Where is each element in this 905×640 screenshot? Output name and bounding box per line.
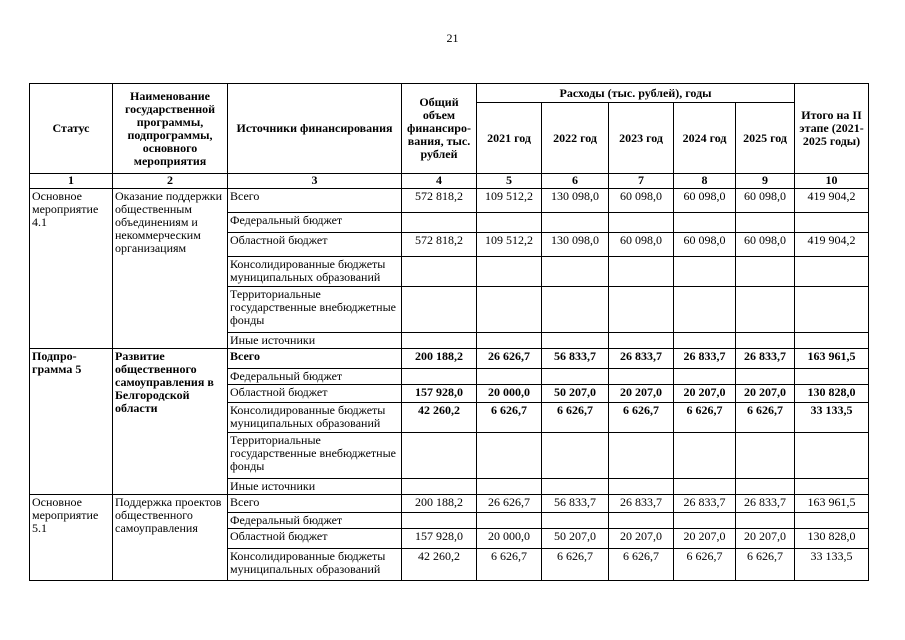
table-body <box>30 189 869 581</box>
year-amount-cell: 6 626,7 <box>542 549 609 581</box>
funding-source-cell: Иные источники <box>228 333 402 349</box>
year-amount-cell: 60 098,0 <box>736 233 795 257</box>
table-row <box>30 189 869 213</box>
year-amount-cell <box>736 287 795 333</box>
header-total: Общий объем финансиро-вания, тыс. рублей <box>402 84 477 174</box>
funding-source-cell: Территориальные государственные внебюджетные фонды <box>228 433 402 479</box>
year-amount-cell: 26 833,7 <box>736 349 795 369</box>
year-amount-cell: 20 207,0 <box>736 529 795 549</box>
year-amount-cell: 26 833,7 <box>609 349 674 369</box>
stage-total-cell <box>795 479 869 495</box>
stage-total-cell: 163 961,5 <box>795 495 869 513</box>
year-amount-cell <box>674 213 736 233</box>
year-amount-cell <box>736 513 795 529</box>
header-year: 2021 год <box>477 103 542 174</box>
stage-total-cell <box>795 333 869 349</box>
total-amount-cell <box>402 479 477 495</box>
year-amount-cell <box>477 287 542 333</box>
year-amount-cell <box>674 433 736 479</box>
funding-source-cell: Иные источники <box>228 479 402 495</box>
header-stage-total: Итого на II этапе (2021-2025 годы) <box>795 84 869 174</box>
status-cell: Основное мероприятие 5.1 <box>30 495 113 581</box>
header-year: 2025 год <box>736 103 795 174</box>
year-amount-cell <box>609 287 674 333</box>
year-amount-cell: 60 098,0 <box>674 189 736 213</box>
column-number: 6 <box>542 174 609 189</box>
year-amount-cell <box>477 433 542 479</box>
stage-total-cell: 419 904,2 <box>795 189 869 213</box>
column-number: 3 <box>228 174 402 189</box>
year-amount-cell <box>736 333 795 349</box>
year-amount-cell <box>542 287 609 333</box>
funding-source-cell: Областной бюджет <box>228 529 402 549</box>
funding-source-cell: Всего <box>228 189 402 213</box>
status-cell: Основное мероприятие 4.1 <box>30 189 113 349</box>
total-amount-cell: 157 928,0 <box>402 385 477 403</box>
funding-source-cell: Всего <box>228 495 402 513</box>
page-number: 21 <box>446 31 459 45</box>
total-amount-cell <box>402 213 477 233</box>
year-amount-cell <box>674 333 736 349</box>
table-row <box>30 349 869 369</box>
year-amount-cell <box>609 479 674 495</box>
header-year: 2022 год <box>542 103 609 174</box>
year-amount-cell <box>477 257 542 287</box>
year-amount-cell: 6 626,7 <box>674 403 736 433</box>
column-number: 5 <box>477 174 542 189</box>
year-amount-cell: 20 000,0 <box>477 385 542 403</box>
program-name-cell: Оказание поддержки общественным объединениям и некоммерческим организациям <box>113 189 228 349</box>
table-row <box>30 495 869 513</box>
year-amount-cell <box>609 369 674 385</box>
year-amount-cell <box>674 257 736 287</box>
funding-source-cell: Консолидированные бюджеты муниципальных образований <box>228 549 402 581</box>
column-number: 10 <box>795 174 869 189</box>
program-name-cell: Поддержка проектов общественного самоуправления <box>113 495 228 581</box>
year-amount-cell: 26 626,7 <box>477 349 542 369</box>
funding-source-cell: Всего <box>228 349 402 369</box>
year-amount-cell: 26 833,7 <box>674 495 736 513</box>
stage-total-cell <box>795 213 869 233</box>
total-amount-cell <box>402 513 477 529</box>
year-amount-cell: 6 626,7 <box>736 403 795 433</box>
column-number: 2 <box>113 174 228 189</box>
status-cell: Подпро-грамма 5 <box>30 349 113 495</box>
year-amount-cell: 50 207,0 <box>542 385 609 403</box>
year-amount-cell <box>542 369 609 385</box>
stage-total-cell: 130 828,0 <box>795 529 869 549</box>
stage-total-cell: 33 133,5 <box>795 403 869 433</box>
year-amount-cell: 20 207,0 <box>609 385 674 403</box>
total-amount-cell <box>402 333 477 349</box>
year-amount-cell <box>674 513 736 529</box>
stage-total-cell <box>795 287 869 333</box>
funding-source-cell: Федеральный бюджет <box>228 369 402 385</box>
stage-total-cell: 163 961,5 <box>795 349 869 369</box>
year-amount-cell <box>609 433 674 479</box>
year-amount-cell: 26 833,7 <box>609 495 674 513</box>
funding-source-cell: Федеральный бюджет <box>228 213 402 233</box>
year-amount-cell: 109 512,2 <box>477 189 542 213</box>
year-amount-cell <box>609 257 674 287</box>
total-amount-cell: 42 260,2 <box>402 549 477 581</box>
year-amount-cell: 6 626,7 <box>609 549 674 581</box>
header-sources: Источники финансирования <box>228 84 402 174</box>
column-numbers-row <box>30 174 869 189</box>
year-amount-cell: 26 833,7 <box>736 495 795 513</box>
year-amount-cell: 130 098,0 <box>542 233 609 257</box>
year-amount-cell <box>736 213 795 233</box>
header-expenses: Расходы (тыс. рублей), годы <box>477 84 795 103</box>
year-amount-cell: 56 833,7 <box>542 349 609 369</box>
program-name-cell: Развитие общественного самоуправления в Белгородской области <box>113 349 228 495</box>
header-year: 2024 год <box>674 103 736 174</box>
year-amount-cell <box>477 479 542 495</box>
funding-source-cell: Консолидированные бюджеты муниципальных образований <box>228 403 402 433</box>
stage-total-cell <box>795 257 869 287</box>
year-amount-cell: 20 207,0 <box>609 529 674 549</box>
year-amount-cell: 6 626,7 <box>609 403 674 433</box>
year-amount-cell <box>542 513 609 529</box>
year-amount-cell: 60 098,0 <box>609 189 674 213</box>
year-amount-cell: 20 207,0 <box>736 385 795 403</box>
year-amount-cell: 60 098,0 <box>674 233 736 257</box>
year-amount-cell: 130 098,0 <box>542 189 609 213</box>
year-amount-cell: 26 626,7 <box>477 495 542 513</box>
year-amount-cell: 6 626,7 <box>477 549 542 581</box>
total-amount-cell <box>402 257 477 287</box>
year-amount-cell <box>477 213 542 233</box>
total-amount-cell: 572 818,2 <box>402 189 477 213</box>
year-amount-cell: 56 833,7 <box>542 495 609 513</box>
year-amount-cell <box>674 479 736 495</box>
total-amount-cell: 42 260,2 <box>402 403 477 433</box>
total-amount-cell <box>402 433 477 479</box>
year-amount-cell <box>736 433 795 479</box>
year-amount-cell <box>542 333 609 349</box>
year-amount-cell <box>736 479 795 495</box>
year-amount-cell: 6 626,7 <box>542 403 609 433</box>
stage-total-cell: 130 828,0 <box>795 385 869 403</box>
year-amount-cell: 6 626,7 <box>674 549 736 581</box>
year-amount-cell: 109 512,2 <box>477 233 542 257</box>
total-amount-cell <box>402 287 477 333</box>
year-amount-cell <box>477 333 542 349</box>
year-amount-cell: 60 098,0 <box>736 189 795 213</box>
year-amount-cell <box>609 333 674 349</box>
year-amount-cell <box>542 479 609 495</box>
total-amount-cell <box>402 369 477 385</box>
total-amount-cell: 157 928,0 <box>402 529 477 549</box>
year-amount-cell <box>542 433 609 479</box>
year-amount-cell: 20 000,0 <box>477 529 542 549</box>
year-amount-cell: 20 207,0 <box>674 385 736 403</box>
year-amount-cell <box>477 513 542 529</box>
funding-source-cell: Областной бюджет <box>228 233 402 257</box>
year-amount-cell: 6 626,7 <box>736 549 795 581</box>
funding-source-cell: Областной бюджет <box>228 385 402 403</box>
funding-source-cell: Консолидированные бюджеты муниципальных образований <box>228 257 402 287</box>
year-amount-cell: 6 626,7 <box>477 403 542 433</box>
stage-total-cell <box>795 369 869 385</box>
column-number: 7 <box>609 174 674 189</box>
year-amount-cell <box>674 369 736 385</box>
year-amount-cell <box>736 369 795 385</box>
total-amount-cell: 200 188,2 <box>402 349 477 369</box>
funding-source-cell: Федеральный бюджет <box>228 513 402 529</box>
year-amount-cell: 60 098,0 <box>609 233 674 257</box>
financing-table <box>29 83 869 581</box>
total-amount-cell: 572 818,2 <box>402 233 477 257</box>
column-number: 9 <box>736 174 795 189</box>
year-amount-cell <box>477 369 542 385</box>
year-amount-cell <box>609 513 674 529</box>
stage-total-cell <box>795 433 869 479</box>
total-amount-cell: 200 188,2 <box>402 495 477 513</box>
stage-total-cell: 419 904,2 <box>795 233 869 257</box>
year-amount-cell: 20 207,0 <box>674 529 736 549</box>
header-year: 2023 год <box>609 103 674 174</box>
funding-source-cell: Территориальные государственные внебюджетные фонды <box>228 287 402 333</box>
year-amount-cell <box>542 257 609 287</box>
year-amount-cell <box>609 213 674 233</box>
column-number: 8 <box>674 174 736 189</box>
column-number: 1 <box>30 174 113 189</box>
stage-total-cell: 33 133,5 <box>795 549 869 581</box>
header-status: Статус <box>30 84 113 174</box>
column-number: 4 <box>402 174 477 189</box>
year-amount-cell: 26 833,7 <box>674 349 736 369</box>
stage-total-cell <box>795 513 869 529</box>
year-amount-cell <box>542 213 609 233</box>
header-name: Наименование государственной программы, подпрограммы, основного мероприятия <box>113 84 228 174</box>
year-amount-cell <box>736 257 795 287</box>
year-amount-cell: 50 207,0 <box>542 529 609 549</box>
year-amount-cell <box>674 287 736 333</box>
